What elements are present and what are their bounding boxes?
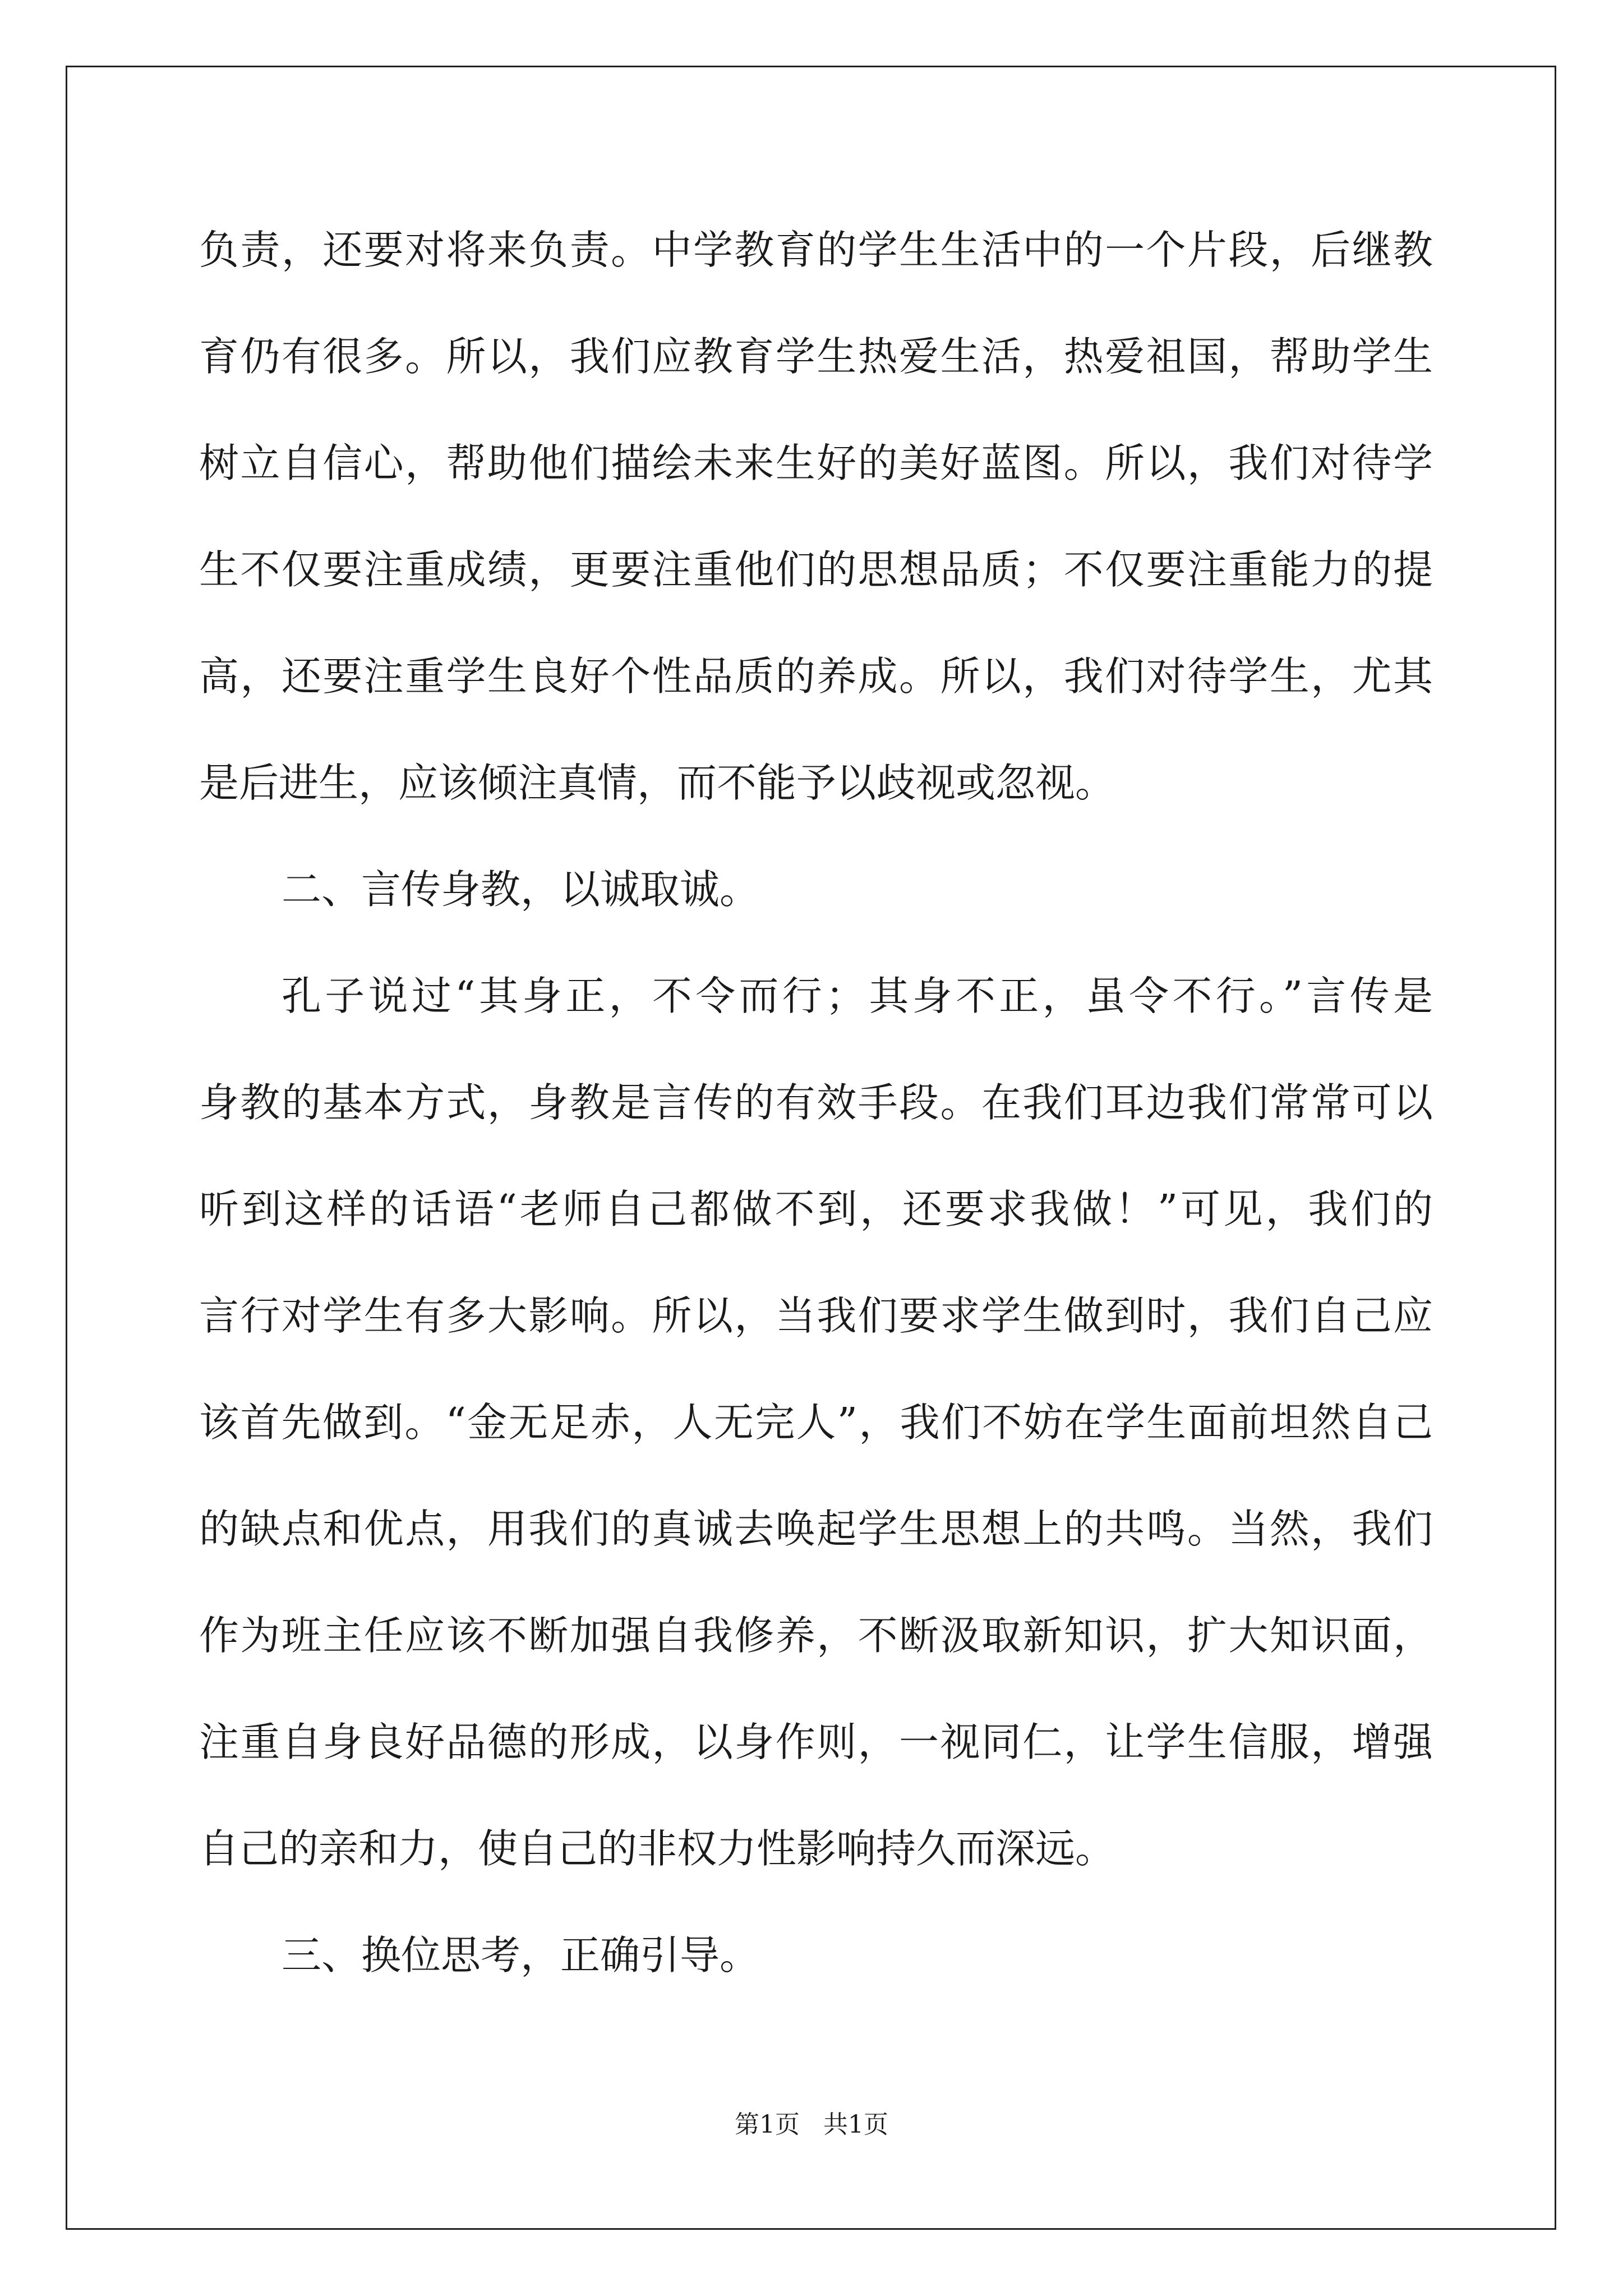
- text-line-4: 生不仅要注重成绩，更要注重他们的思想品质；不仅要注重能力的提: [199, 546, 1433, 593]
- section-heading-2: 二、言传身教，以诚取诚。: [282, 866, 760, 913]
- page-footer: 第1页 共1页: [735, 2110, 888, 2139]
- text-line-8: 孔子说过“其身正，不令而行；其身不正，虽令不行。”言传是: [282, 973, 1433, 1019]
- text-line-14: 作为班主任应该不断加强自我修养，不断汲取新知识，扩大知识面，: [199, 1612, 1433, 1659]
- text-line-15: 注重自身良好品德的形成，以身作则，一视同仁，让学生信服，增强: [199, 1719, 1433, 1765]
- text-line-10: 听到这样的话语“老师自己都做不到，还要求我做！”可见，我们的: [199, 1186, 1433, 1232]
- section-heading-3: 三、换位思考，正确引导。: [282, 1932, 760, 1978]
- text-line-3: 树立自信心，帮助他们描绘未来生好的美好蓝图。所以，我们对待学: [199, 440, 1433, 486]
- text-line-13: 的缺点和优点，用我们的真诚去唤起学生思想上的共鸣。当然，我们: [199, 1506, 1433, 1552]
- text-line-5: 高，还要注重学生良好个性品质的养成。所以，我们对待学生，尤其: [199, 653, 1433, 700]
- text-line-12: 该首先做到。“金无足赤，人无完人”，我们不妨在学生面前坦然自己: [199, 1399, 1433, 1446]
- text-line-16: 自己的亲和力，使自己的非权力性影响持久而深远。: [199, 1825, 1115, 1872]
- text-line-9: 身教的基本方式，身教是言传的有效手段。在我们耳边我们常常可以: [199, 1079, 1433, 1126]
- text-line-1: 负责，还要对将来负责。中学教育的学生生活中的一个片段，后继教: [199, 227, 1433, 273]
- text-line-6: 是后进生，应该倾注真情，而不能予以歧视或忽视。: [199, 760, 1115, 806]
- text-line-2: 育仍有很多。所以，我们应教育学生热爱生活，热爱祖国，帮助学生: [199, 333, 1433, 380]
- text-line-11: 言行对学生有多大影响。所以，当我们要求学生做到时，我们自己应: [199, 1292, 1433, 1339]
